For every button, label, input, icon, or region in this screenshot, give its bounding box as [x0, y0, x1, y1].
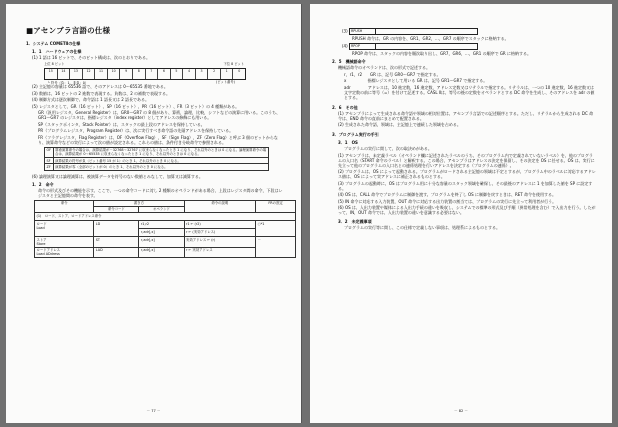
instr-name: ストア Store	[35, 237, 94, 248]
bit-cell: 10	[108, 69, 121, 79]
table-row	[45, 164, 269, 170]
table-row	[35, 213, 296, 221]
instr-desc: r ← 実効アドレス	[184, 247, 256, 258]
bit-cell: 13	[70, 69, 83, 79]
instr-fr: －	[256, 237, 296, 258]
col-header: FRの設定	[256, 200, 296, 213]
paragraph: (1) アセンブラは、未定義ラベル（オペランド欄に記述されたラベルのうち、そのプログラム内で定義されていないラベル）を、他のプログラムの入口名（START 命令のラベル）と解釈する。この場合、アセンブラはアドレスの決定を保留し、その決定を OS に任せる。OS は、実行に先立って他のプログラムの入口名との連係処理を行いアドレスを決定する（プログラムの連係）。	[338, 152, 595, 168]
table-row	[35, 221, 296, 229]
paragraph: 命令の形式及びその機能を示す。ここで、一つの命令コードに対し 2 種類のオペランドがある場合、上段はレジスタ間の命令，下段はレジスタと主記憶間の命令を表す。	[38, 187, 283, 198]
paragraph: x 指標レジスタとして用いる GR は、記号 GR1～GR7 で指定する。	[344, 78, 488, 83]
bit-cell: 4	[183, 69, 196, 79]
instr-operand: r,adr[,x]	[139, 229, 184, 237]
page-right	[310, 4, 612, 423]
paragraph: (4) 制御方式は逐次制御で、命令語は 1 語長又は 2 語長である。	[32, 97, 150, 103]
paragraph: FR（フラグレジスタ，Flag Register）は、OF（Overflow Flag），SF（Sign Flag），ZF（Zero Flag）と呼ぶ 3 個のビットからなり、演算命令などの実行によって次の値が設定される。これらの値は、条件付き分岐命令で参照される。	[38, 134, 278, 145]
section-heading: 3．プログラム実行の手引	[332, 132, 379, 137]
rpush-syntax	[342, 28, 596, 35]
paragraph: (1) 1 語は 16 ビットで、そのビット構成は、次のとおりである。	[32, 55, 150, 61]
rpop-syntax	[342, 43, 596, 50]
paragraph: (6) 論理演算又は論理減算は、被演算データを符号のない数値とみなして、加算又は減算する。	[32, 173, 203, 179]
paragraph: (6) OS は、入出力装置や媒体による入出力手続の違いを吸収し、システムでの標準の形式及び手順（異常処理を含む）で入出力を行う。したがって、IN，OUT 命令では、入出力装置の違いを意識する必要はない。	[338, 205, 596, 215]
bit-cell: 11	[95, 69, 108, 79]
paragraph: (5) レジスタとして、GR（16 ビット）、SP（16 ビット）、PR（16 ビット）、FR（3 ビット）の 4 種類がある。	[32, 103, 240, 109]
flag-name: OF	[45, 147, 54, 158]
bit-cell: 8	[133, 69, 146, 79]
paragraph: 機械語命令のオペランドは、次の形式で記述する。	[338, 65, 430, 70]
table-row	[45, 147, 269, 158]
subsection-heading: 3．2 未定義事項	[338, 219, 372, 224]
col-header: 命令コード	[94, 206, 139, 212]
paragraph: PR（プログラムレジスタ，Program Register）は、次に実行すべき命令語の先頭アドレスを保持している。	[38, 128, 234, 134]
bit-group-labels	[44, 62, 244, 66]
instruction-table	[34, 200, 296, 259]
bit-cell: 2	[208, 69, 221, 79]
instr-code: LD	[94, 221, 139, 237]
paragraph: r，r1，r2 GR は、記号 GR0～GR7 で指定する。	[344, 71, 441, 77]
col-header: 命令の説明	[184, 200, 256, 213]
instr-desc: 実効アドレス ← (r)	[184, 237, 256, 248]
col-header: 命令	[35, 200, 94, 213]
subsection-heading: 1．2 命令	[32, 181, 54, 187]
lower-bits-label: 下位 8 ビット	[223, 61, 244, 66]
paragraph: (2) 主記憶の容量は 65536 語で、そのアドレスは 0～65535 番地である。	[32, 84, 168, 90]
paragraph: (5) IN 命令に対応する入力装置，OUT 命令に対応する出力装置の割当ては、プログラムの実行に先立って利用者が行う。	[338, 198, 557, 204]
flag-name: ZF	[45, 164, 54, 170]
instr-code: LAD	[94, 247, 139, 258]
flag-desc: 演算結果の符号が負（ビット番号 15 が 1）のとき 1、それ以外のとき 0 になる。	[53, 158, 268, 164]
bit-unit-label: (ビット番号)	[216, 80, 235, 85]
paragraph: (1) アセンブラによって生成される命令語や領域の相対位置は、アセンブラ言語での記述順序とする。ただし、リテラルから生成される DC 命令は、END 命令の直前にまとめて配置される。	[338, 110, 594, 121]
paragraph: RPUSH 命令は、GR の内容を、GR1，GR2，…，GR7 の順序でスタックに格納する。	[352, 36, 509, 41]
col-header: 書き方	[94, 200, 184, 206]
rpop-box: RPOP	[349, 43, 376, 50]
bit-cell: 9	[120, 69, 133, 79]
paragraph: RPOP 命令は、スタックの内容を順次取り出し、GR7，GR6，…，GR1 の順序で GR に格納する。	[352, 51, 531, 56]
subsection-heading: 1．1 ハードウェアの仕様	[32, 49, 82, 55]
instr-name: ロード Load	[35, 221, 94, 237]
item-label: (4)	[342, 43, 348, 49]
flag-name: SF	[45, 158, 54, 164]
page-number: － 77 －	[146, 408, 161, 413]
table-group-label: (1) ロード、ストア、ロードアドレス命令	[35, 213, 296, 221]
bit-cell: 14	[58, 69, 71, 79]
table-row	[35, 237, 296, 248]
bit-cell: 0	[238, 68, 241, 73]
instr-desc: r1 ← (r2)	[184, 221, 256, 229]
bit-cell: 12	[83, 69, 96, 79]
operand-box	[375, 43, 478, 50]
paragraph: (3) 数値は、16 ビットの 2 進数で表現する。負数は、2 の補数で表現する。	[32, 90, 171, 96]
rpush-box: RPUSH	[349, 28, 376, 35]
bit-cell: 1	[221, 69, 234, 79]
subsection-heading: 3．1 OS	[338, 140, 358, 145]
bit-cell: 7	[146, 69, 159, 79]
paragraph: (3) プログラムの起動時に、OS はプログラム用に十分な容量のスタック領域を確保し、その最後のアドレスに 1 を加算した値を SP に設定する。	[338, 180, 593, 191]
paragraph: GR（汎用レジスタ，General Register）は、GR0～GR7 の 8 個があり、算術，論理，比較，シフトなどの演算に用いる。このうち、GR1～GR7 のレジスタは、指標レジスタ（index register）としてアドレスの修飾にも用いる。	[38, 110, 281, 121]
paragraph: プログラムの実行に関して、次の取決めがある。	[344, 146, 432, 151]
paragraph: (2) 生成された命令語，領域は、主記憶上で連続した領域を占める。	[338, 122, 461, 127]
paragraph: (4) OS は、CALL 命令でプログラムに制御を渡す。プログラムを終了し OS に制御を戻すときは、RET 命令を使用する。	[338, 192, 557, 197]
bit-cell: 5	[171, 69, 184, 79]
instr-name: ロードアドレス Load ADdress	[35, 247, 94, 258]
flag-desc: 算術演算命令の場合は、演算結果が－32768～32767 に収まらなくなったとき 1 になり、それ以外のときは 0 になる。論理演算命令の場合は、演算結果が 0～65535 に収まらなくなったとき 1 になり、それ以外のときは 0 になる。	[53, 147, 268, 158]
paragraph: プログラムの実行等に関し、この仕様で定義しない事項は、処理系によるものとする。	[344, 225, 500, 230]
operand-box	[375, 28, 478, 35]
upper-bits-label: 上位 8 ビット	[44, 61, 65, 66]
bit-cell: 3	[196, 69, 209, 79]
bit-cell: 6	[158, 69, 171, 79]
instr-operand: r,adr[,x]	[139, 237, 184, 248]
instr-operand: r,adr[,x]	[139, 247, 184, 258]
instr-desc: r ← (実効アドレス)	[184, 229, 256, 237]
flag-desc: 演算結果が零（全部のビットが 0）のとき 1、それ以外のとき 0 になる。	[53, 164, 268, 170]
subsection-heading: 2．5 機械語命令	[332, 59, 366, 64]
sign-bit-note: └ 符号（負：1，非負：0）	[48, 80, 89, 85]
instr-fr: ○*1	[256, 221, 296, 237]
bit-layout-diagram	[44, 68, 246, 80]
bit-cell: 15	[45, 69, 58, 79]
instr-operand: r1,r2	[139, 221, 184, 229]
paragraph: (2) プログラムは、OS によって起動される。プログラムがロードされる主記憶の領域は不定とするが、プログラム中のラベルに対応するアドレス値は、OS によって実アドレスに補正されるものとする。	[338, 169, 596, 179]
page-left	[6, 4, 302, 423]
flag-table	[44, 147, 269, 171]
paragraph: SP（スタックポインタ，Stack Pointer）は、スタックの最上段のアドレスを保持している。	[38, 121, 205, 127]
section-heading: 1．システム COMETⅡの仕様	[26, 41, 81, 47]
page-number: － 82 －	[453, 408, 469, 413]
page-title: ■アセンブラ言語の仕様	[26, 26, 111, 35]
instr-code: ST	[94, 237, 139, 248]
col-header: オペランド	[139, 206, 184, 212]
item-label: (3)	[342, 28, 348, 34]
subsection-heading: 2．6 その他	[332, 104, 358, 110]
paragraph: adr アドレスは、10 進定数，16 進定数，アドレス定数又はリテラルで指定する。リテラルは、一つの 10 進定数，16 進定数又は文字定数の前に等号（=）を付けて記述する。CASL Ⅱは、等号の後の定数をオペランドとする DC 命令を生成し、そのアドレスを adr の値とする。	[344, 84, 595, 100]
